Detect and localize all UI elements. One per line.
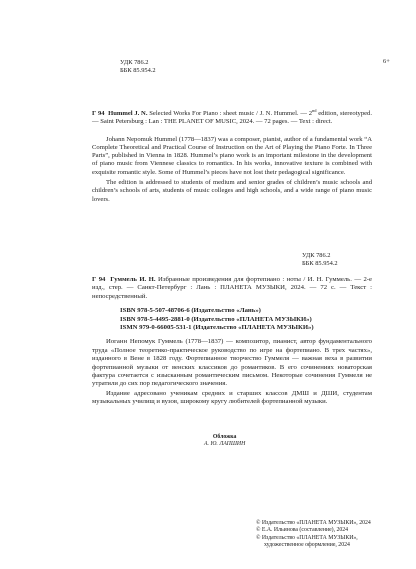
mid-classification	[302, 252, 338, 268]
english-edition-num: 2	[308, 110, 312, 117]
english-bibliographic-entry	[92, 107, 373, 127]
english-author: Hummel J. N.	[108, 110, 148, 117]
isbn-lan: ISBN 978-5-507-48706-6 (Издательство «Лань»)	[120, 307, 261, 315]
mid-udk: УДК 786.2	[302, 252, 331, 259]
russian-audience: Издание адресовано ученикам средних и старших классов ДМШ и ДШИ, студентам музыкальных училищ и вузов, широкому кругу любителей фортепианной музыки.	[92, 389, 372, 406]
cover-label: Обложка	[212, 434, 237, 440]
english-title: Selected Works For Piano : sheet music / J. N. Hummel. —	[149, 110, 307, 117]
russian-title: Избранные произведения для фортепиано : ноты / И. Н. Гуммель. — 2-е изд., стер. — Санкт-Петербург : Лань : ПЛАНЕТА МУЗЫКИ, 2024. — 72 с. — Текст : непосредственный.	[92, 276, 373, 300]
mid-bbk: ББК 85.954.2	[302, 260, 338, 268]
russian-bio: Иоганн Непомук Гуммель (1778—1837) — композитор, пианист, автор фундаментального труда «Полное теоретико-практическое руководство по игре на фортепиано. В трех частях», изданного в Вене в 1828 году. Фортепианное творчество Гуммеля — важная веха в развитии фортепианной музыки от венских классиков до романтиков. В его сочинениях новаторская фактура сочетается с изысканным романтическим письмом. Некоторые сочинения Гуммеля не утратили до сих пор педагогического значения.	[92, 338, 372, 388]
russian-author: Гуммель И. Н.	[110, 276, 156, 283]
cover-artist: А. Ю. ЛАПШИН	[204, 441, 246, 448]
copyright-block	[256, 520, 406, 550]
english-edition-sup: nd	[311, 107, 317, 113]
english-record	[92, 107, 373, 204]
isbn-planet: ISBN 978-5-4495-2881-0 (Издательство «ПЛАНЕТА МУЗЫКИ»)	[120, 315, 312, 323]
english-audience: The edition is addressed to students of medium and senior grades of children’s music schools and children’s schools of arts, students of music colleges and high schools, and a wide range of piano music lovers.	[92, 179, 372, 203]
copyright-line-1: © Издательство «ПЛАНЕТА МУЗЫКИ», 2024	[256, 520, 371, 526]
english-edition-rest: edition, stereotyped. — Saint Petersburg : Lan : THE PLANET OF MUSIC, 2024. — 72 pages. — Text : direct.	[92, 110, 373, 126]
top-bbk: ББК 85.954.2	[120, 67, 156, 75]
english-bio: Johann Nepomuk Hummel (1778—1837) was a composer, pianist, author of a fundamental work “A Complete Theoretical and Practical Course of Instruction on the Art of Playing the Piano Forte. In Three Parts”, published in Vienna in 1828. Hummel’s piano work is an important milestone in the development of piano music from Viennese classics to romantics. In his works, innovative texture is combined with exquisite romantic style. Some of Hummel’s pieces have not lost their pedagogical significance.	[92, 135, 372, 176]
top-classification	[120, 59, 156, 75]
isbn-block	[120, 307, 372, 332]
copyright-line-4: художественное оформление, 2024	[264, 542, 350, 549]
russian-record	[92, 276, 372, 407]
ismn-planet: ISMN 979-0-66005-531-1 (Издательство «ПЛАНЕТА МУЗЫКИ»)	[120, 324, 314, 332]
english-catalog-code: Г 94	[92, 110, 105, 117]
cover-credit	[204, 434, 245, 449]
top-udk: УДК 786.2	[120, 59, 149, 66]
age-rating: 6+	[383, 58, 390, 65]
russian-catalog-code: Г 94	[92, 276, 106, 283]
copyright-line-3: © Издательство «ПЛАНЕТА МУЗЫКИ»,	[256, 534, 358, 541]
copyright-line-2: © Е.А. Ильинова (составление), 2024	[256, 527, 349, 534]
russian-bibliographic-entry	[92, 276, 372, 301]
